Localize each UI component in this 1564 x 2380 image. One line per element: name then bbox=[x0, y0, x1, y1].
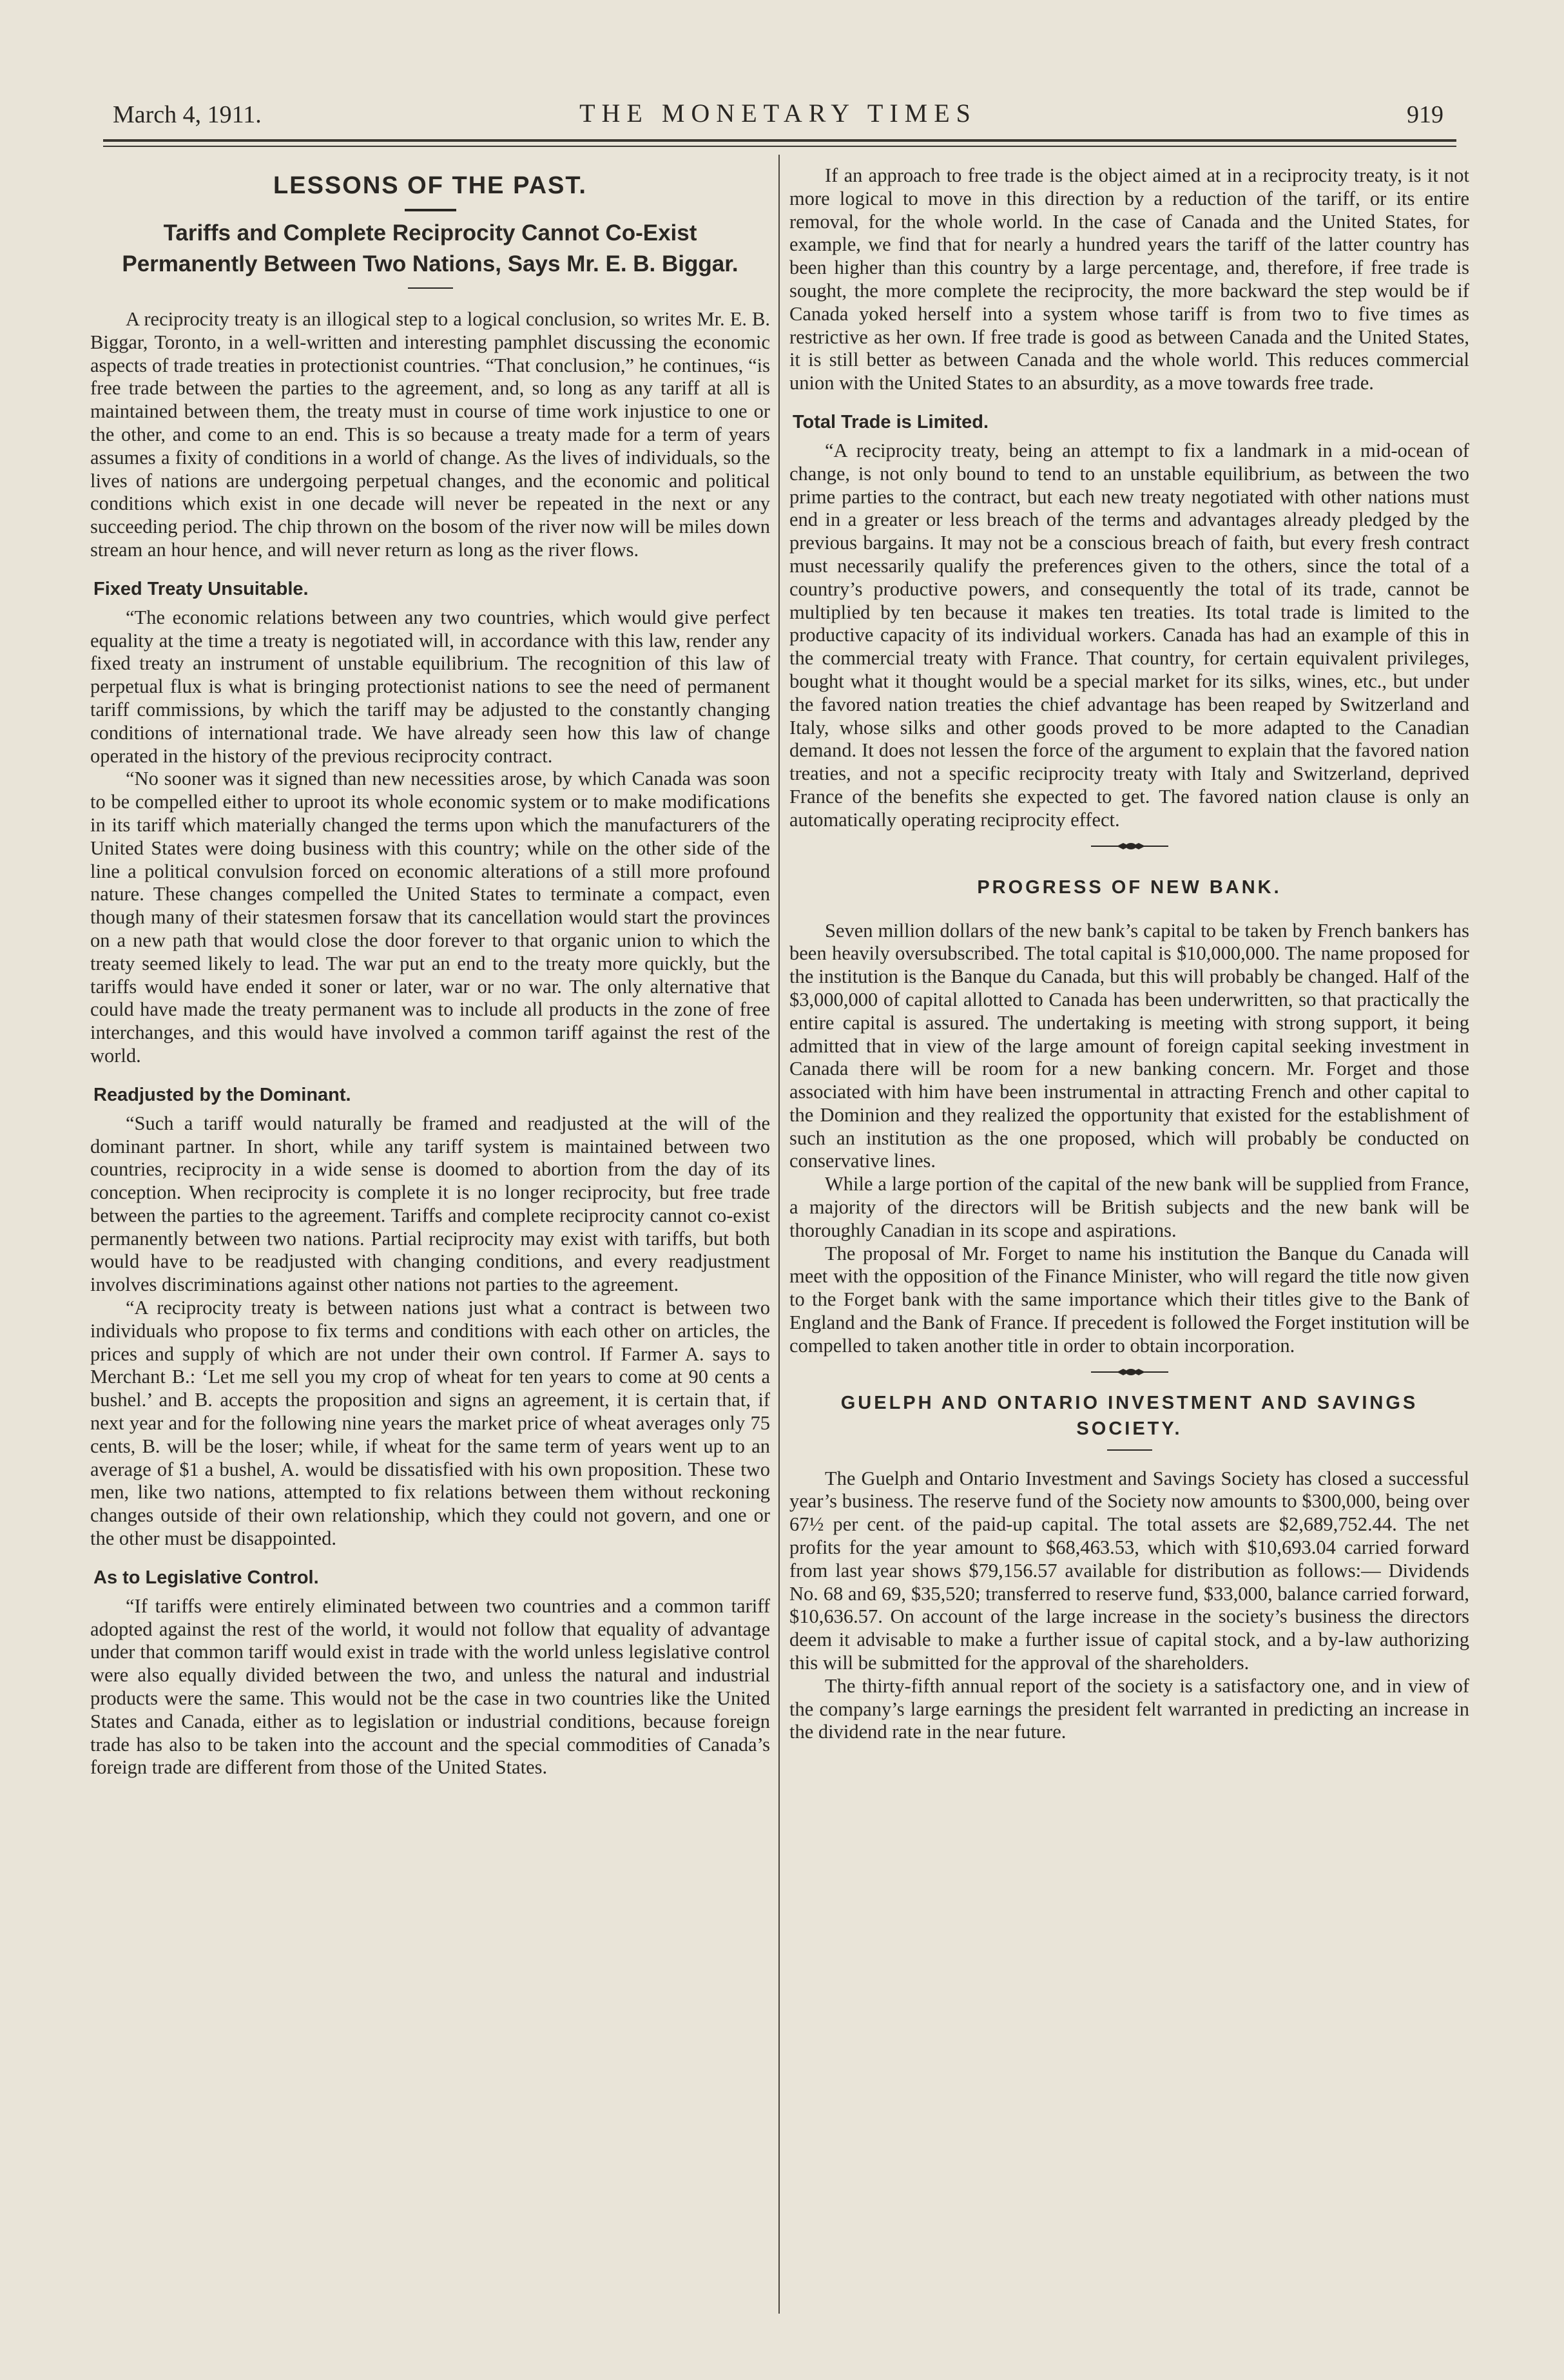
paragraph: “Such a tariff would naturally be framed and readjusted at the will of the dominant partner. In short, while any tariff system is maintained between two countries, reciprocity in a wide sense is doomed to abortion from the day of its conception. When reciprocity is complete it is no longer reciprocity, but free trade between the parties to the agreement. Tariffs and complete reciprocity cannot co-exist permanently between two nations. Partial reciprocity may exist with tariffs, but both would have to be readjusted with changing conditions, and every readjustment involves discriminations against other nations not parties to the agreement. bbox=[90, 1112, 770, 1296]
article-subtitle-lessons: Tariffs and Complete Reciprocity Cannot Co-Exist Permanently Between Two Nations, Says Mr. E. B. Biggar. bbox=[122, 220, 739, 276]
section-heading: Readjusted by the Dominant. bbox=[93, 1084, 351, 1105]
section-heading: Fixed Treaty Unsuitable. bbox=[93, 578, 309, 599]
journal-title: THE MONETARY TIMES bbox=[579, 99, 977, 128]
ornament-divider bbox=[789, 1367, 1469, 1380]
left-column bbox=[90, 164, 770, 1779]
right-column bbox=[789, 164, 1469, 1744]
article-title-lessons: LESSONS OF THE PAST. bbox=[273, 172, 587, 199]
paragraph: If an approach to free trade is the object aimed at in a reciprocity treaty, is it not more logical to move in this direction by a reduction of the tariff, or its entire removal, for the whole world. In the case of Canada and the United States, for example, we find that for nearly a hundred years the tariff of the latter country has been higher than this country by a large percentage, and, therefore, if free trade is sought, the more complete the reciprocity, the more backward the step would be if Canada yoked herself into a system whose tariff is from two to five times as restrictive as her own. If free trade is good as between Canada and the United States, it is still better as between Canada and the whole world. This reduces commercial union with the United States to an absurdity, as a move towards free trade. bbox=[789, 164, 1469, 394]
section-heading: As to Legislative Control. bbox=[93, 1567, 319, 1588]
page-number: 919 bbox=[1407, 101, 1443, 128]
paragraph: The proposal of Mr. Forget to name his institution the Banque du Canada will meet with the opposition of the Finance Minister, who will regard the title now given to the Forget bank with the same importance which their titles give to the Bank of England and the Bank of France. If precedent is followed the Forget institution will be compelled to taken another title in order to obtain incorporation. bbox=[789, 1242, 1469, 1357]
paragraph: “No sooner was it signed than new necessities arose, by which Canada was soon to be compelled either to uproot its whole economic system or to make modifications in its tariff which materially changed the terms upon which the manufacturers of the United States were doing business with this country; while on the other side of the line a political convulsion forced on economic alterations of a still more profound nature. These changes compelled the United States to terminate a compact, even though many of their statesmen forsaw that its cancellation would start the provinces on a new path that would close the door forever to that organic union to which the treaty seemed likely to lead. The war put an end to the treaty more quickly, but the tariffs would have ended it soner or later, war or no war. The only alternative that could have made the treaty permanent was to include all products in the zone of free interchanges, and this would have involved a common tariff against the rest of the world. bbox=[90, 768, 770, 1067]
article-title-guelph: GUELPH AND ONTARIO INVESTMENT AND SAVINGS SOCIETY. bbox=[840, 1392, 1418, 1439]
paragraph: “If tariffs were entirely eliminated between two countries and a common tariff adopted against the rest of the world, it would not follow that equality of advantage under that common tariff would exist in trade with the world unless legislative control were also equally divided between the two, and unless the natural and industrial products were the same. This would not be the case in two countries like the United States and Canada, either as to legislation or industrial conditions, because foreign trade has also to be taken into the account and the special commodities of Canada’s foreign trade are different from those of the United States. bbox=[90, 1594, 770, 1779]
header-rule bbox=[103, 139, 1456, 142]
article-title-new-bank: PROGRESS OF NEW BANK. bbox=[977, 876, 1282, 898]
paragraph: “The economic relations between any two countries, which would give perfect equality at the time a treaty is negotiated will, in accordance with this law, render any fixed treaty an instrument of unstable equilibrium. The recognition of this law of perpetual flux is what is bringing protectionist nations to see the need of permanent tariff commissions, by which the tariff may be adjusted to the constantly changing conditions of international trade. We have already seen how this law of change operated in the history of the previous reciprocity contract. bbox=[90, 606, 770, 767]
running-head bbox=[113, 97, 1443, 135]
column-divider bbox=[778, 155, 780, 2314]
paragraph: The Guelph and Ontario Investment and Savings Society has closed a successful year’s business. The reserve fund of the Society now amounts to $300,000, being over 67½ per cent. of the paid-up capital. The total assets are $2,689,752.44. The net profits for the year amount to $68,463.53, which with $10,693.04 carried forward from last year shows $79,156.57 available for distribution as follows:— Dividends No. 68 and 69, $35,520; transferred to reserve fund, $33,000, balance carried forward, $10,636.57. On account of the large increase in the society’s business the directors deem it advisable to make a further issue of capital stock, and a by-law authorizing this will be submitted for the approval of the shareholders. bbox=[789, 1467, 1469, 1674]
paragraph: “A reciprocity treaty is between nations just what a contract is between two individuals who propose to fix terms and conditions with each other on articles, the prices and supply of which are not under their own control. If Farmer A. says to Merchant B.: ‘Let me sell you my crop of wheat for ten years to come at 90 cents a bushel.’ and B. accepts the proposition and signs an agreement, it is certain that, if next year and for the following nine years the market price of wheat averages only 75 cents, B. will be the loser; while, if wheat for the same term of years went up to an average of $1 a bushel, A. would be dissatisfied with his own proposition. These two men, like two nations, attempted to fix relations between them without reckoning changes outside of their own relationship, which they could not govern, and one or the other must be disappointed. bbox=[90, 1297, 770, 1550]
paragraph: “A reciprocity treaty, being an attempt to fix a landmark in a mid-ocean of change, is not only bound to tend to an unstable equilibrium, as between the two prime parties to the contract, but each new treaty negotiated with other nations must end in a greater or less breach of the terms and advantages already pledged by the previous bargains. It may not be a conscious breach of faith, but every fresh contract must necessarily qualify the preferences given to the others, since the total of a country’s productive powers, and consequently the total of its trade, cannot be multiplied by ten because it makes ten treaties. Its total trade is limited to the productive capacity of its individual workers. Canada has had an example of this in the commercial treaty with France. That country, for certain equivalent privileges, bought what it thought would be a special market for its silks, wines, etc., but under the favored nation treaties the chief advantage has been reaped by Switzerland and Italy, whose silks and other goods proved to be more adapted to the Canadian demand. It does not lessen the force of the argument to explain that the favored nation treaties, and not a specific reciprocity treaty with Italy and Switzerland, deprived France of the benefits she expected to get. The favored nation clause is only an automatically operating reciprocity effect. bbox=[789, 439, 1469, 831]
paragraph: The thirty-fifth annual report of the society is a satisfactory one, and in view of the company’s large earnings the president felt warranted in predicting an increase in the dividend rate in the near future. bbox=[789, 1674, 1469, 1743]
section-heading: Total Trade is Limited. bbox=[793, 411, 989, 432]
header-rule-thin bbox=[103, 146, 1456, 147]
subtitle-rule bbox=[408, 287, 453, 289]
paragraph: While a large portion of the capital of the new bank will be supplied from France, a majority of the directors will be British subjects and the new bank will be thoroughly Canadian in its scope and aspirations. bbox=[789, 1173, 1469, 1241]
ornament-divider bbox=[789, 841, 1469, 854]
title-rule bbox=[405, 209, 456, 211]
issue-date: March 4, 1911. bbox=[113, 101, 262, 128]
title-rule bbox=[1107, 1449, 1152, 1451]
paragraph: Seven million dollars of the new bank’s capital to be taken by French bankers has been heavily oversubscribed. The total capital is $10,000,000. The name proposed for the institution is the Banque du Canada, but this will probably be changed. Half of the $3,000,000 of capital allotted to Canada has been underwritten, so that practically the entire capital is assured. The undertaking is meeting with strong support, it being admitted that in view of the large amount of foreign capital seeking investment in Canada there will be room for a new banking concern. Mr. Forget and those associated with him have been instrumental in attracting French and other capital to the Dominion and they realized the opportunity that existed for the establishment of such an institution as the one proposed, which will probably be conducted on conservative lines. bbox=[789, 919, 1469, 1172]
intro-paragraph: A reciprocity treaty is an illogical step to a logical conclusion, so writes Mr. E. B. Biggar, Toronto, in a well-written and interesting pamphlet discussing the economic aspects of trade treaties in protectionist countries. “That conclusion,” he continues, “is free trade between the parties to the agreement, and, so long as any tariff at all is maintained between them, the treaty must in course of time work injustice to one or the other, and come to an end. This is so because a treaty made for a term of years assumes a fixity of conditions in a world of change. As the lives of individuals, so the lives of nations are undergoing perpetual changes, and the economic and political conditions which exist in one decade will never be repeated in the next or any succeeding period. The chip thrown on the bosom of the river now will be miles down stream an hour hence, and will never return as long as the river flows. bbox=[90, 308, 770, 561]
